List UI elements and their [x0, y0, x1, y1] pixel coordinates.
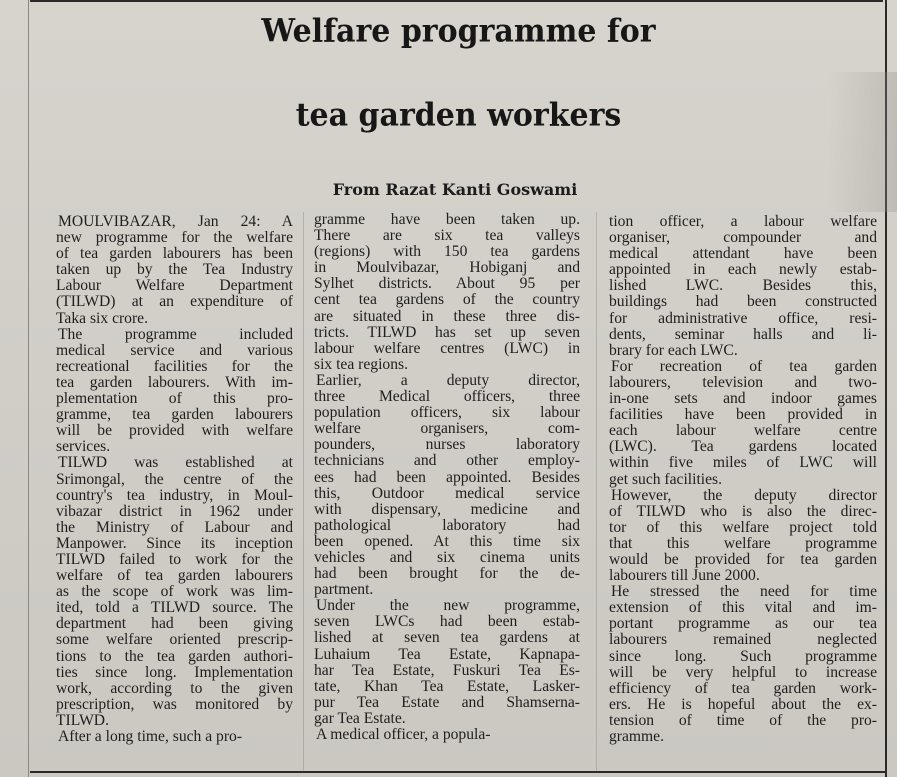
headline-line-1: Welfare programme for — [261, 13, 656, 50]
article-text-line: pur Tea Estate and Shamserna- — [314, 693, 580, 711]
article-text-line: (regions) with 150 tea gardens — [314, 243, 580, 261]
article-text-line: services. — [56, 438, 111, 456]
article-text-line: tricts. TILWD has set up seven — [314, 323, 580, 341]
article-text-line: been opened. At this time six — [314, 532, 580, 550]
article-text-line: gramme have been taken up. — [314, 211, 580, 228]
article-text-line: Earlier, a deputy director, — [316, 371, 580, 389]
article-text-line: prescription, was monitored by — [56, 695, 293, 713]
article-text-line: ited, told a TILWD source. The — [56, 599, 293, 617]
article-text-line: brary for each LWC. — [609, 341, 738, 359]
article-text-line: vehicles and six cinema units — [314, 548, 580, 566]
article-text-line: country's tea industry, in Moul- — [56, 486, 293, 504]
article-text-line: har Tea Estate, Fuskuri Tea Es- — [314, 661, 580, 679]
article-text-line: ees had been appointed. Besides — [314, 468, 580, 486]
article-text-line: Taka six crore. — [56, 309, 148, 327]
article-text-line: Sylhet districts. About 95 per — [314, 275, 580, 293]
article-text-line: in-one sets and indoor games — [609, 390, 877, 408]
article-text-line: each labour welfare centre — [609, 422, 877, 440]
article-text-line: as the scope of work was lim- — [56, 583, 293, 601]
article-text-line: will be very helpful to increase — [609, 663, 877, 681]
article-text-line: medical attendant have been — [609, 245, 877, 263]
article-text-line: ties since long. Implementation — [56, 663, 293, 681]
article-text-line: technicians and other employ- — [314, 452, 580, 470]
article-text-line: (TILWD) at an expenditure of — [56, 293, 293, 311]
article-text-line: new programme for the welfare — [56, 229, 293, 247]
article-text-line: of TILWD who is also the direc- — [609, 502, 877, 520]
article-text-line: pathological laboratory had — [314, 516, 580, 534]
article-text-line: welfare of tea garden labourers — [56, 567, 293, 585]
article-text-line: of tea garden labourers has been — [56, 245, 293, 263]
article-text-line: medical service and various — [56, 341, 293, 359]
byline: From Razat Kanti Goswami — [332, 180, 578, 199]
article-text-line: MOULVIBAZAR, Jan 24: A — [58, 213, 293, 230]
article-text-line: Srimongal, the centre of the — [56, 470, 293, 488]
article-text-line: with dispensary, medicine and — [314, 500, 580, 518]
article-text-line: that this welfare programme — [609, 534, 877, 552]
article-text-line: population officers, six labour — [314, 404, 580, 422]
article-text-line: this, Outdoor medical service — [314, 484, 580, 502]
article-text-line: tea garden labourers. With im- — [56, 373, 293, 391]
article-text-line: are situated in these three dis- — [314, 307, 580, 325]
article-text-line: TILWD. — [56, 711, 109, 729]
article-text-line: labourers, television and two- — [609, 373, 877, 391]
article-text-line: Labour Welfare Department — [56, 277, 293, 295]
top-border-rule — [30, 0, 883, 2]
article-text-line: Under the new programme, — [316, 597, 580, 615]
article-text-line: The programme included — [58, 325, 293, 343]
article-text-line: TILWD failed to work for the — [56, 550, 293, 568]
headline-line-2: tea garden workers — [295, 97, 622, 134]
article-text-line: within five miles of LWC will — [609, 454, 877, 472]
article-text-line: three Medical officers, three — [314, 388, 580, 406]
article-text-line: ers. He is hopeful about the ex- — [609, 695, 877, 713]
article-text-line: had been brought for the de- — [314, 565, 580, 583]
bottom-border-rule — [30, 771, 887, 773]
article-text-line: lished at seven tea gardens at — [314, 629, 580, 647]
article-text-line: He stressed the need for time — [611, 583, 877, 601]
article-text-line: labourers till June 2000. — [609, 567, 760, 585]
article-column-1 — [56, 214, 293, 745]
article-text-line: gramme. — [609, 728, 664, 745]
adjacent-article-bleed — [827, 72, 897, 212]
article-text-line: work, according to the given — [56, 679, 293, 697]
article-text-line: since long. Such programme — [609, 647, 877, 665]
article-text-line: Luhaium Tea Estate, Kapnapa- — [314, 645, 580, 663]
article-text-line: organiser, compounder and — [609, 229, 877, 247]
article-text-line: (LWC). Tea gardens located — [609, 438, 877, 456]
article-text-line: seven LWCs had been estab- — [314, 613, 580, 631]
article-text-line: After a long time, such a pro- — [58, 728, 243, 745]
article-text-line: partment. — [314, 581, 374, 599]
article-text-line: for administrative office, resi- — [609, 309, 877, 327]
article-text-line: tions to the tea garden authori- — [56, 647, 293, 665]
article-text-line: welfare organisers, com- — [314, 420, 580, 438]
article-text-line: tate, Khan Tea Estate, Lasker- — [314, 677, 580, 695]
article-text-line: tor of this welfare project told — [609, 518, 877, 536]
article-text-line: dents, seminar halls and li- — [609, 325, 877, 343]
article-text-line: TILWD was established at — [58, 454, 293, 472]
article-text-line: cent tea gardens of the country — [314, 291, 580, 309]
article-text-line: gar Tea Estate. — [314, 709, 406, 727]
article-text-line: There are six tea valleys — [314, 227, 580, 245]
article-text-line: labour welfare centres (LWC) in — [314, 339, 580, 357]
article-text-line: will be provided with welfare — [56, 422, 293, 440]
article-text-line: However, the deputy director — [611, 486, 877, 504]
article-text-line: some welfare oriented prescrip- — [56, 631, 293, 649]
article-text-line: A medical officer, a popula- — [316, 726, 491, 743]
article-text-line: gramme, tea garden labourers — [56, 406, 293, 424]
column-separator — [303, 212, 304, 772]
article-text-line: taken up by the Tea Industry — [56, 261, 293, 279]
article-text-line: tension of time of the pro- — [609, 711, 877, 729]
article-text-line: facilities have been provided in — [609, 406, 877, 424]
article-text-line: extension of this vital and im- — [609, 599, 877, 617]
article-text-line: would be provided for tea garden — [609, 550, 877, 568]
article-text-line: in Moulvibazar, Hobiganj and — [314, 259, 580, 277]
article-text-line: lished LWC. Besides this, — [609, 277, 877, 295]
article-text-line: get such facilities. — [609, 470, 723, 488]
article-text-line: For recreation of tea garden — [611, 357, 877, 375]
article-text-line: appointed in each newly estab- — [609, 261, 877, 279]
article-text-line: the Ministry of Labour and — [56, 518, 293, 536]
article-text-line: recreational facilities for the — [56, 357, 293, 375]
article-text-line: vibazar district in 1962 under — [56, 502, 293, 520]
article-column-3 — [609, 214, 877, 745]
article-text-line: buildings had been constructed — [609, 293, 877, 311]
article-text-line: pounders, nurses laboratory — [314, 436, 580, 454]
article-text-line: efficiency of tea garden work- — [609, 679, 877, 697]
article-text-line: six tea regions. — [314, 355, 408, 373]
article-text-line: portant programme as our tea — [609, 615, 877, 633]
article-text-line: department had been giving — [56, 615, 293, 633]
article-text-line: Manpower. Since its inception — [56, 534, 293, 552]
article-text-line: plementation of this pro- — [56, 390, 293, 408]
column-separator — [596, 212, 597, 772]
article-text-line: labourers remained neglected — [609, 631, 877, 649]
article-column-2 — [314, 212, 580, 743]
article-text-line: tion officer, a labour welfare — [609, 213, 877, 230]
